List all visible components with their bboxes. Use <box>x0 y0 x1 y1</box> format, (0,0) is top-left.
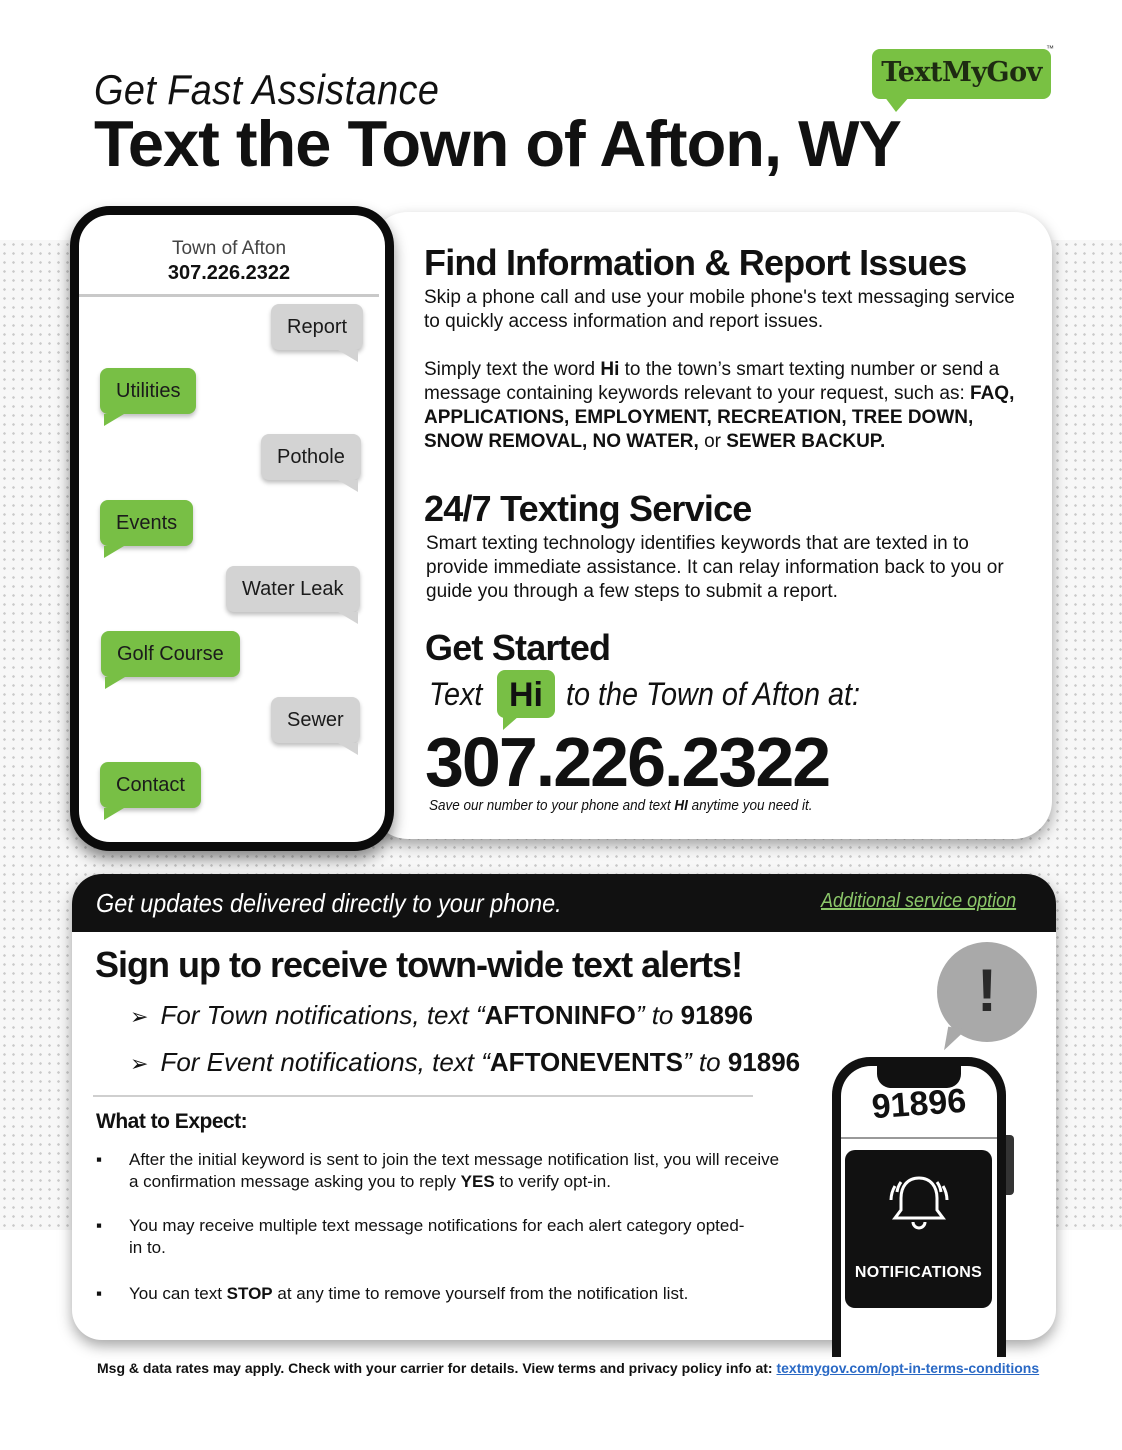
bubble-tail <box>105 677 125 689</box>
phone-contact-name: Town of Afton <box>171 238 287 259</box>
town-at-label: to the Town of Afton at: <box>566 676 861 712</box>
terms-link[interactable]: textmygov.com/opt-in-terms-conditions <box>776 1360 1040 1376</box>
arrow-bullet-icon: ➢ <box>130 1051 149 1076</box>
keywords-paragraph <box>424 358 1028 454</box>
phone-contact-number: 307.226.2322 <box>167 262 291 284</box>
phone-divider <box>79 294 379 297</box>
alert-line-text-2: ” to <box>635 1000 681 1030</box>
texting-service-heading: 24/7 Texting Service <box>424 488 752 529</box>
list-item-text-2: at any time to remove yourself from the notification list. <box>272 1284 689 1303</box>
alerts-title: Sign up to receive town-wide text alerts! <box>95 944 743 985</box>
bubble-tail <box>338 480 358 492</box>
text-label: Text <box>429 676 483 712</box>
keyword-aftonevents: AFTONEVENTS <box>489 1047 684 1077</box>
square-bullet-icon: ▪ <box>96 1284 103 1303</box>
disclaimer-text: Msg & data rates may apply. Check with your carrier for details. View terms and privacy policy info at: <box>97 1360 777 1376</box>
keyword-aftoninfo: AFTONINFO <box>484 1000 636 1030</box>
bubble-tail <box>338 612 358 624</box>
additional-service-link[interactable]: Additional service option <box>821 890 1017 912</box>
expect-list <box>96 1149 786 1305</box>
save-note-text-2: anytime you need it. <box>687 797 813 814</box>
page-title: Text the Town of Afton, WY <box>94 107 901 180</box>
save-note-text: Save our number to your phone and text <box>429 797 675 814</box>
textmygov-logo: TextMyGov <box>872 49 1051 99</box>
phone-side-button <box>1006 1135 1014 1195</box>
list-item-text-2: to verify opt-in. <box>494 1172 611 1191</box>
save-note-hi: HI <box>674 797 688 814</box>
list-item-text: After the initial keyword is sent to join the text message notification list, you will receive a confirmation message asking you to reply <box>129 1150 780 1191</box>
what-to-expect-heading: What to Expect: <box>96 1110 248 1133</box>
bubble-golf-course: Golf Course <box>101 631 240 677</box>
bubble-report: Report <box>271 304 363 350</box>
phone-header <box>79 238 379 285</box>
keywords-text-2: to the town’s smart texting number or send a message containing keywords relevant to your request, such as: <box>424 359 1000 404</box>
stop-keyword: STOP <box>226 1284 273 1303</box>
bubble-tail <box>338 743 358 755</box>
find-info-heading: Find Information & Report Issues <box>424 242 967 283</box>
shortcode-number: 91896 <box>727 1047 801 1077</box>
bubble-contact: Contact <box>100 762 201 808</box>
bubble-utilities: Utilities <box>100 368 196 414</box>
bubble-tail <box>104 414 124 426</box>
list-item <box>96 1149 786 1193</box>
section-divider <box>93 1095 753 1097</box>
find-info-paragraph: Skip a phone call and use your mobile phone's text messaging service to quickly access information and report issues. <box>424 287 1015 332</box>
arrow-bullet-icon: ➢ <box>130 1004 149 1029</box>
phone-screen-divider <box>841 1137 997 1139</box>
bubble-water-leak: Water Leak <box>226 566 360 612</box>
bubble-sewer: Sewer <box>271 697 360 743</box>
yes-keyword: YES <box>460 1172 495 1191</box>
list-item-text: You may receive multiple text message notifications for each alert category opted-in to. <box>129 1216 745 1257</box>
keywords-text: Simply text the word <box>424 359 601 380</box>
trademark-mark: ™ <box>1046 44 1054 53</box>
footer-disclaimer <box>97 1360 1039 1376</box>
logo-bubble-tail <box>884 96 910 112</box>
save-number-note <box>429 797 812 814</box>
alert-line-text: For Town notifications, text “ <box>160 1000 485 1030</box>
bubble-pothole: Pothole <box>261 434 361 480</box>
bubble-tail <box>338 350 358 362</box>
square-bullet-icon: ▪ <box>96 1216 103 1235</box>
shortcode-display: 91896 <box>870 1081 968 1127</box>
shortcode-number: 91896 <box>680 1000 753 1030</box>
list-item-text: You can text <box>129 1284 227 1303</box>
bubble-tail <box>104 546 124 558</box>
alerts-bar-text: Get updates delivered directly to your phone. <box>96 888 562 918</box>
alert-line-events <box>130 1047 800 1078</box>
alert-line-text-2: ” to <box>683 1047 728 1077</box>
notifications-label: NOTIFICATIONS <box>854 1264 983 1281</box>
bubble-tail <box>104 808 124 820</box>
get-started-heading: Get Started <box>425 627 611 668</box>
keyword-last: SEWER BACKUP. <box>726 431 886 452</box>
texting-service-paragraph: Smart texting technology identifies keywords that are texted in to provide immediate assistance. It can relay information back to you or guide you through a few steps to submit a report. <box>426 533 1004 602</box>
big-phone-number: 307.226.2322 <box>425 723 830 801</box>
kicker-text: Get Fast Assistance <box>94 66 440 113</box>
list-item <box>96 1283 786 1305</box>
alert-line-text: For Event notifications, text “ <box>160 1047 490 1077</box>
hi-keyword: Hi <box>600 359 620 380</box>
keywords-or: or <box>698 431 727 452</box>
exclamation-icon: ! <box>977 957 997 1024</box>
hi-bubble: Hi <box>497 670 555 718</box>
bubble-events: Events <box>100 500 193 546</box>
keyword-list: FAQ, APPLICATIONS, EMPLOYMENT, RECREATION, TREE DOWN, SNOW REMOVAL, NO WATER, <box>424 383 1015 452</box>
bell-icon <box>885 1168 953 1238</box>
alert-line-town <box>130 1000 753 1031</box>
list-item <box>96 1215 749 1259</box>
square-bullet-icon: ▪ <box>96 1150 103 1169</box>
